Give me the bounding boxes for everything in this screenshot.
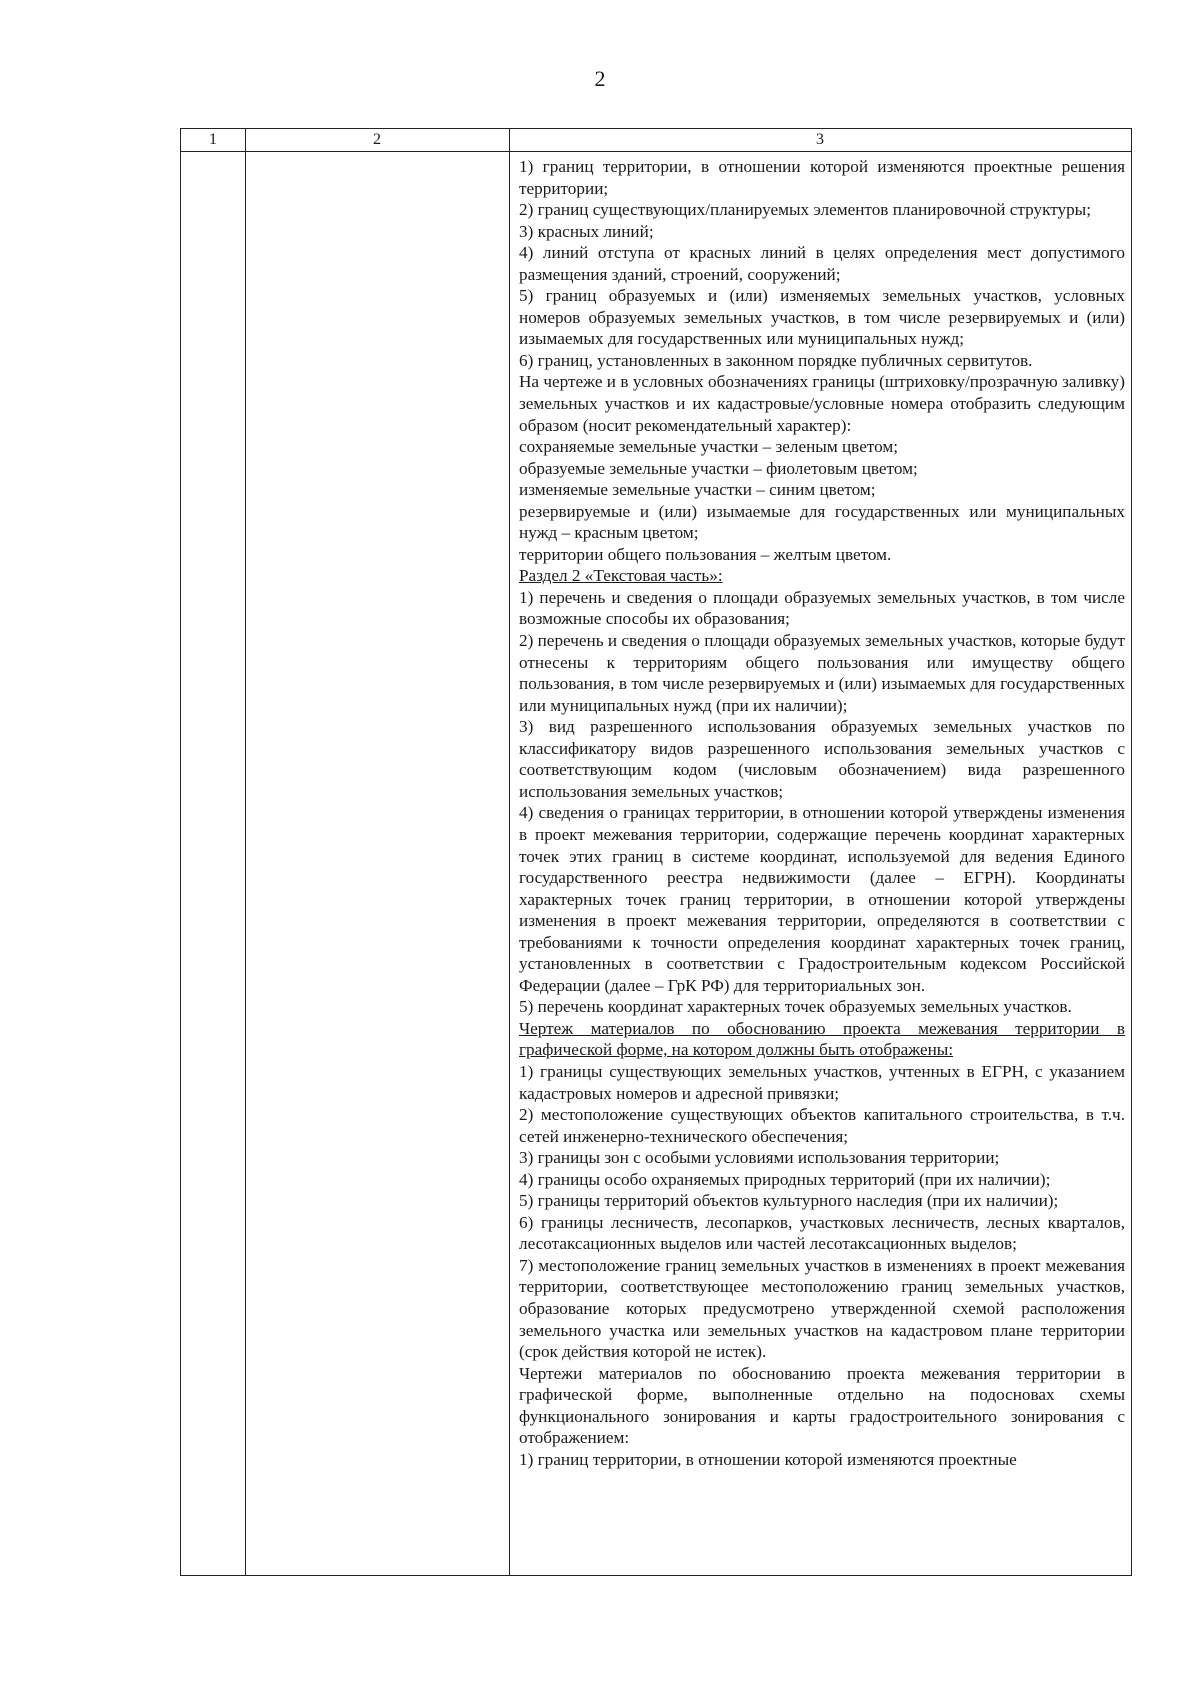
column-header-1: 1	[209, 131, 217, 148]
paragraph: 1) границы существующих земельных участков, учтенных в ЕГРН, с указанием кадастровых номеров и адресной привязки;	[519, 1061, 1125, 1103]
paragraph: 2) границ существующих/планируемых элементов планировочной структуры;	[519, 200, 1092, 220]
paragraph: 7) местоположение границ земельных участков в изменениях в проект межевания территории, соответствующее местоположению границ земельных участков, образование которых предусмотрено утвержденной схемой расположения земельного участка или земельных участков на кадастровом плане территории (срок действия которой не истек).	[519, 1255, 1125, 1362]
paragraph: 3) вид разрешенного использования образуемых земельных участков по классификатору видов разрешенного использования земельных участков с соответствующим кодом (числовым обозначением) вида разрешенного использования земельных участков;	[519, 717, 1125, 801]
header-divider	[181, 151, 1131, 152]
paragraph: 6) границ, установленных в законном порядке публичных сервитутов.	[519, 350, 1033, 370]
paragraph: 2) местоположение существующих объектов капитального строительства, в т.ч. сетей инженерно-технического обеспечения;	[519, 1105, 1125, 1146]
paragraph: изменяемые земельные участки – синим цветом;	[519, 480, 876, 500]
requirements-table	[180, 128, 1132, 1576]
paragraph: 5) перечень координат характерных точек образуемых земельных участков.	[519, 997, 1072, 1017]
column-3-content	[519, 156, 1125, 1470]
paragraph: 5) границ образуемых и (или) изменяемых земельных участков, условных номеров образуемых земельных участков, в том числе резервируемых и (или) изымаемых для государственных или муниципальных нужд;	[519, 286, 1125, 349]
page-number: 2	[594, 66, 606, 91]
paragraph: 4) сведения о границах территории, в отношении которой утверждены изменения в проект межевания территории, содержащие перечень координат характерных точек этих границ в системе координат, используемой для ведения Единого государственного реестра недвижимости (далее – ЕГРН). Координаты характерных точек границ территории, в отношении которой утверждены изменения в проект межевания территории, определяются в соответствии с требованиями к точности определения координат характерных точек границ, установленных в соответствии с Градостроительным кодексом Российской Федерации (далее – ГрК РФ) для территориальных зон.	[519, 803, 1125, 995]
paragraph: Чертежи материалов по обоснованию проекта межевания территории в графической форме, выполненные отдельно на подосновах схемы функционального зонирования и карты градостроительного зонирования с отображением:	[519, 1363, 1125, 1448]
paragraph: На чертеже и в условных обозначениях границы (штриховку/прозрачную заливку) земельных участков и их кадастровые/условные номера отобразить следующим образом (носит рекомендательный характер):	[519, 372, 1125, 435]
column-divider	[245, 129, 246, 1575]
paragraph: Чертеж материалов по обоснованию проекта межевания территории в графической форме, на котором должны быть отображены:	[519, 1018, 1125, 1060]
column-header-3: 3	[816, 131, 824, 148]
paragraph: 2) перечень и сведения о площади образуемых земельных участков, которые будут отнесены к территориям общего пользования или имуществу общего пользования, в том числе резервируемых и (или) изымаемых для государственных или муниципальных нужд (при их наличии);	[519, 631, 1126, 715]
paragraph: 1) границ территории, в отношении которой изменяются проектные решения территории;	[519, 157, 1125, 198]
paragraph: образуемые земельные участки – фиолетовым цветом;	[519, 458, 918, 478]
column-divider	[509, 129, 510, 1575]
paragraph: 4) линий отступа от красных линий в целях определения мест допустимого размещения зданий, строений, сооружений;	[519, 243, 1125, 284]
paragraph: 1) перечень и сведения о площади образуемых земельных участков, в том числе возможные способы их образования;	[519, 587, 1125, 629]
paragraph: Раздел 2 «Текстовая часть»:	[519, 566, 723, 586]
paragraph: 4) границы особо охраняемых природных территорий (при их наличии);	[519, 1169, 1051, 1189]
paragraph: сохраняемые земельные участки – зеленым цветом;	[519, 437, 899, 457]
paragraph: 1) границ территории, в отношении которой изменяются проектные	[519, 1449, 1017, 1469]
paragraph: 6) границы лесничеств, лесопарков, участковых лесничеств, лесных кварталов, лесотаксационных выделов или частей лесотаксационных выделов;	[519, 1212, 1125, 1254]
paragraph: территории общего пользования – желтым цветом.	[519, 544, 892, 564]
column-header-2: 2	[373, 131, 381, 148]
paragraph: 5) границы территорий объектов культурного наследия (при их наличии);	[519, 1191, 1059, 1211]
paragraph: 3) границы зон с особыми условиями использования территории;	[519, 1148, 1000, 1168]
paragraph: 3) красных линий;	[519, 221, 654, 241]
paragraph: резервируемые и (или) изымаемые для государственных или муниципальных нужд – красным цветом;	[519, 501, 1125, 543]
